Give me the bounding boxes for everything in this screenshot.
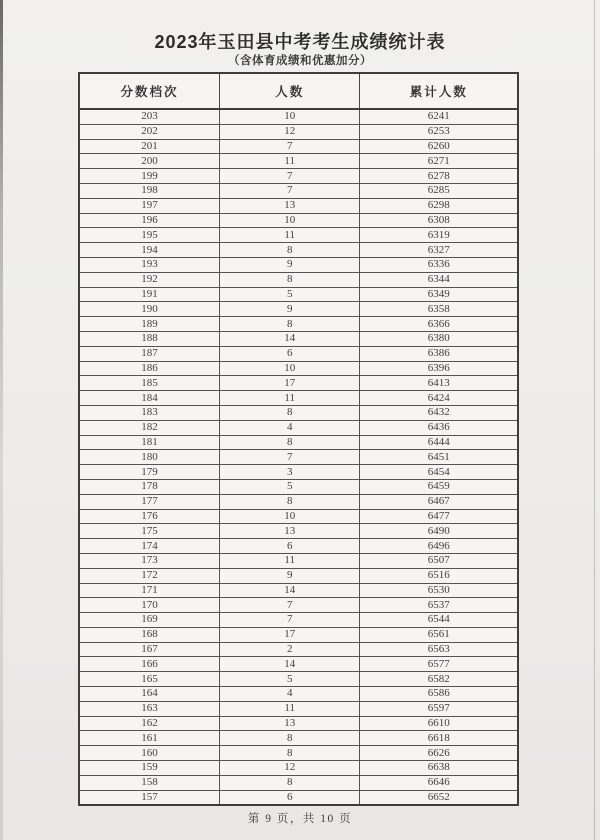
table-cell: 189 xyxy=(79,317,219,332)
table-cell: 160 xyxy=(79,746,219,761)
table-cell: 6344 xyxy=(360,272,518,287)
table-cell: 4 xyxy=(219,420,359,435)
table-cell: 13 xyxy=(219,524,359,539)
table-row xyxy=(79,790,518,805)
table-row xyxy=(79,154,518,169)
table-cell: 6319 xyxy=(360,228,518,243)
table-row xyxy=(79,509,518,524)
table-cell: 6432 xyxy=(360,405,518,420)
table-cell: 10 xyxy=(219,361,359,376)
column-header-score-level: 分数档次 xyxy=(79,73,219,109)
table-cell: 174 xyxy=(79,539,219,554)
table-cell: 159 xyxy=(79,761,219,776)
table-cell: 8 xyxy=(219,746,359,761)
table-cell: 6366 xyxy=(360,317,518,332)
table-row xyxy=(79,761,518,776)
table-cell: 6278 xyxy=(360,169,518,184)
table-cell: 194 xyxy=(79,243,219,258)
table-row xyxy=(79,420,518,435)
table-cell: 198 xyxy=(79,183,219,198)
table-cell: 6638 xyxy=(360,761,518,776)
table-cell: 190 xyxy=(79,302,219,317)
scan-edge-right xyxy=(594,0,595,840)
page-subtitle: （含体育成绩和优惠加分） xyxy=(228,55,372,67)
table-cell: 6260 xyxy=(360,139,518,154)
table-cell: 6561 xyxy=(360,627,518,642)
table-row xyxy=(79,731,518,746)
table-cell: 10 xyxy=(219,509,359,524)
table-row xyxy=(79,583,518,598)
table-cell: 183 xyxy=(79,405,219,420)
table-row xyxy=(79,124,518,139)
table-cell: 6490 xyxy=(360,524,518,539)
column-header-count: 人数 xyxy=(219,73,359,109)
table-cell: 178 xyxy=(79,479,219,494)
table-row xyxy=(79,701,518,716)
table-cell: 199 xyxy=(79,169,219,184)
table-cell: 6582 xyxy=(360,672,518,687)
table-row xyxy=(79,287,518,302)
table-cell: 162 xyxy=(79,716,219,731)
table-row xyxy=(79,687,518,702)
table-cell: 10 xyxy=(219,109,359,124)
table-row xyxy=(79,539,518,554)
table-cell: 6436 xyxy=(360,420,518,435)
table-cell: 6386 xyxy=(360,346,518,361)
score-statistics-table xyxy=(78,72,519,806)
table-row xyxy=(79,317,518,332)
table-cell: 14 xyxy=(219,331,359,346)
table-cell: 169 xyxy=(79,613,219,628)
table-cell: 10 xyxy=(219,213,359,228)
table-cell: 7 xyxy=(219,598,359,613)
table-cell: 6516 xyxy=(360,568,518,583)
table-cell: 191 xyxy=(79,287,219,302)
table-cell: 6467 xyxy=(360,494,518,509)
table-cell: 6298 xyxy=(360,198,518,213)
table-cell: 6459 xyxy=(360,479,518,494)
table-cell: 6 xyxy=(219,539,359,554)
table-cell: 197 xyxy=(79,198,219,213)
table-row xyxy=(79,257,518,272)
table-cell: 6444 xyxy=(360,435,518,450)
table-cell: 9 xyxy=(219,302,359,317)
table-row xyxy=(79,405,518,420)
table-cell: 6597 xyxy=(360,701,518,716)
table-cell: 13 xyxy=(219,716,359,731)
table-row xyxy=(79,361,518,376)
table-row xyxy=(79,183,518,198)
table-cell: 157 xyxy=(79,790,219,805)
table-cell: 11 xyxy=(219,154,359,169)
table-row xyxy=(79,775,518,790)
table-cell: 173 xyxy=(79,553,219,568)
table-cell: 167 xyxy=(79,642,219,657)
table-cell: 6 xyxy=(219,790,359,805)
scan-edge-left xyxy=(0,0,3,840)
table-cell: 176 xyxy=(79,509,219,524)
table-cell: 200 xyxy=(79,154,219,169)
table-cell: 4 xyxy=(219,687,359,702)
table-row xyxy=(79,243,518,258)
column-header-cumulative-count: 累计人数 xyxy=(360,73,518,109)
table-row xyxy=(79,524,518,539)
table-row xyxy=(79,642,518,657)
table-cell: 8 xyxy=(219,405,359,420)
table-cell: 8 xyxy=(219,272,359,287)
table-row xyxy=(79,598,518,613)
table-cell: 6537 xyxy=(360,598,518,613)
table-row xyxy=(79,435,518,450)
table-cell: 8 xyxy=(219,494,359,509)
table-cell: 13 xyxy=(219,198,359,213)
table-cell: 11 xyxy=(219,391,359,406)
table-cell: 192 xyxy=(79,272,219,287)
table-cell: 6626 xyxy=(360,746,518,761)
table-cell: 171 xyxy=(79,583,219,598)
table-cell: 184 xyxy=(79,391,219,406)
table-cell: 185 xyxy=(79,376,219,391)
table-cell: 11 xyxy=(219,701,359,716)
table-cell: 6610 xyxy=(360,716,518,731)
table-row xyxy=(79,479,518,494)
table-row xyxy=(79,228,518,243)
table-cell: 8 xyxy=(219,435,359,450)
table-cell: 7 xyxy=(219,183,359,198)
table-cell: 6496 xyxy=(360,539,518,554)
table-cell: 6308 xyxy=(360,213,518,228)
table-cell: 6285 xyxy=(360,183,518,198)
table-row xyxy=(79,109,518,124)
table-cell: 166 xyxy=(79,657,219,672)
table-cell: 9 xyxy=(219,257,359,272)
table-cell: 6327 xyxy=(360,243,518,258)
table-row xyxy=(79,494,518,509)
table-row xyxy=(79,331,518,346)
page-title: 2023年玉田县中考考生成绩统计表 xyxy=(154,32,446,52)
table-cell: 8 xyxy=(219,775,359,790)
table-cell: 177 xyxy=(79,494,219,509)
table-cell: 7 xyxy=(219,613,359,628)
table-cell: 6 xyxy=(219,346,359,361)
table-cell: 193 xyxy=(79,257,219,272)
table-row xyxy=(79,553,518,568)
table-cell: 8 xyxy=(219,731,359,746)
table-cell: 6507 xyxy=(360,553,518,568)
table-cell: 12 xyxy=(219,124,359,139)
table-cell: 6454 xyxy=(360,465,518,480)
table-row xyxy=(79,198,518,213)
table-cell: 6577 xyxy=(360,657,518,672)
table-cell: 195 xyxy=(79,228,219,243)
table-cell: 180 xyxy=(79,450,219,465)
table-cell: 6646 xyxy=(360,775,518,790)
table-cell: 7 xyxy=(219,169,359,184)
table-cell: 8 xyxy=(219,243,359,258)
table-cell: 182 xyxy=(79,420,219,435)
table-row xyxy=(79,627,518,642)
table-cell: 6563 xyxy=(360,642,518,657)
table-cell: 202 xyxy=(79,124,219,139)
table-cell: 17 xyxy=(219,376,359,391)
table-cell: 6477 xyxy=(360,509,518,524)
table-row xyxy=(79,465,518,480)
table-row xyxy=(79,302,518,317)
table-cell: 5 xyxy=(219,479,359,494)
table-cell: 196 xyxy=(79,213,219,228)
score-table-body xyxy=(79,109,518,805)
table-cell: 186 xyxy=(79,361,219,376)
table-cell: 11 xyxy=(219,553,359,568)
table-cell: 6618 xyxy=(360,731,518,746)
table-cell: 12 xyxy=(219,761,359,776)
table-cell: 179 xyxy=(79,465,219,480)
table-cell: 3 xyxy=(219,465,359,480)
table-cell: 6349 xyxy=(360,287,518,302)
table-cell: 9 xyxy=(219,568,359,583)
table-cell: 168 xyxy=(79,627,219,642)
table-row xyxy=(79,391,518,406)
table-row xyxy=(79,450,518,465)
table-row xyxy=(79,376,518,391)
table-cell: 14 xyxy=(219,583,359,598)
table-cell: 6451 xyxy=(360,450,518,465)
table-cell: 5 xyxy=(219,672,359,687)
table-cell: 14 xyxy=(219,657,359,672)
table-cell: 203 xyxy=(79,109,219,124)
table-cell: 6358 xyxy=(360,302,518,317)
table-row xyxy=(79,613,518,628)
table-row xyxy=(79,672,518,687)
table-row xyxy=(79,139,518,154)
table-cell: 8 xyxy=(219,317,359,332)
table-cell: 188 xyxy=(79,331,219,346)
table-cell: 6380 xyxy=(360,331,518,346)
table-cell: 6544 xyxy=(360,613,518,628)
table-row xyxy=(79,568,518,583)
table-cell: 6253 xyxy=(360,124,518,139)
table-cell: 181 xyxy=(79,435,219,450)
table-cell: 165 xyxy=(79,672,219,687)
table-cell: 6586 xyxy=(360,687,518,702)
table-cell: 6271 xyxy=(360,154,518,169)
table-row xyxy=(79,169,518,184)
table-cell: 172 xyxy=(79,568,219,583)
table-row xyxy=(79,346,518,361)
page-number-footer: 第 9 页，共 10 页 xyxy=(247,813,353,825)
table-cell: 6241 xyxy=(360,109,518,124)
table-cell: 6652 xyxy=(360,790,518,805)
table-cell: 5 xyxy=(219,287,359,302)
table-row xyxy=(79,657,518,672)
table-cell: 163 xyxy=(79,701,219,716)
table-row xyxy=(79,272,518,287)
table-row xyxy=(79,746,518,761)
table-row xyxy=(79,716,518,731)
table-cell: 6413 xyxy=(360,376,518,391)
table-cell: 161 xyxy=(79,731,219,746)
table-cell: 175 xyxy=(79,524,219,539)
table-cell: 164 xyxy=(79,687,219,702)
table-cell: 6530 xyxy=(360,583,518,598)
table-cell: 201 xyxy=(79,139,219,154)
table-cell: 7 xyxy=(219,450,359,465)
table-cell: 11 xyxy=(219,228,359,243)
table-cell: 6336 xyxy=(360,257,518,272)
table-cell: 2 xyxy=(219,642,359,657)
table-cell: 6424 xyxy=(360,391,518,406)
table-cell: 187 xyxy=(79,346,219,361)
table-row xyxy=(79,213,518,228)
table-cell: 6396 xyxy=(360,361,518,376)
table-cell: 158 xyxy=(79,775,219,790)
table-cell: 170 xyxy=(79,598,219,613)
table-cell: 7 xyxy=(219,139,359,154)
table-cell: 17 xyxy=(219,627,359,642)
table-header-row xyxy=(79,73,518,109)
